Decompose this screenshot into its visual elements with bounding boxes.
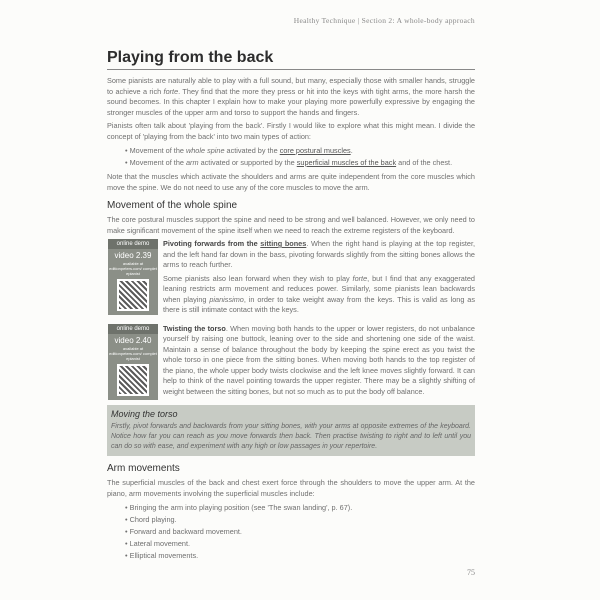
video-number: video 2.39 <box>114 251 152 260</box>
online-demo-box[interactable] <box>108 324 158 400</box>
list-item: • Lateral movement. <box>125 538 475 550</box>
qr-code-icon[interactable] <box>117 279 149 311</box>
page-number: 75 <box>467 568 475 577</box>
list-item: • Chord playing. <box>125 514 475 526</box>
sitting-bones-link[interactable]: sitting bones <box>260 239 307 248</box>
spine-section <box>107 199 475 400</box>
arm-section <box>107 462 475 562</box>
page-title: Playing from the back <box>107 49 274 66</box>
action-list <box>107 145 475 169</box>
arm-movement-list <box>107 502 475 562</box>
video-number: video 2.40 <box>114 335 152 345</box>
availability-text: available at <box>122 345 144 351</box>
pivot-text: Pivoting forwards from the sitting bones. When the right hand is playing at the top register, and the left hand far down in the bass, pivoting forwards slightly from the sitting bones allows the arms to reach further. Some pianists also lean forward when they wish to play forte, but I find that any exaggerated leaning restricts arm movement and reduces power. Similarly, some pianists lean backwards when playing pianissimo, in order to take weight away from the keys. This is valid as long as there is still intimate contact with the keys. <box>163 239 476 314</box>
demo-url[interactable]: editionpeters.com/ completepianist <box>109 350 157 361</box>
intro-paragraph-1: Some pianists are naturally able to play with a full sound, but many, especially those with smaller hands, struggle to achieve a rich forte. They find that the more they press or hit into the keys with tight arms, the more harsh the sound becomes. In this chapter I explain how to make your playing more powerfully expressive by engaging the stronger muscles of the upper arm and torso to support the hands and fingers. <box>107 76 475 117</box>
demo-url[interactable]: editionpeters.com/ completepianist <box>109 266 157 276</box>
section-heading: Movement of the whole spine <box>107 200 238 211</box>
exercise-title: Moving the torso <box>111 409 178 419</box>
twist-row <box>107 324 475 401</box>
list-item: • Movement of the arm activated or supported by the superficial muscles of the back and of the chest. <box>125 157 475 169</box>
superficial-muscles-link[interactable]: superficial muscles of the back <box>296 158 397 167</box>
intro-section <box>107 76 475 193</box>
twist-text: Twisting the torso. When moving both hands to the upper or lower registers, do not unbalance yourself by raising one buttock, leaning over to the side and shortening one side of the waist. Maintain a sense of balance throughout the body by keeping the spine erect as you twist the whole torso in one piece from the sitting bones. When moving both hands to the top register of the piano, the whole upper body twists clockwise and the left knee moves slightly forward. It can help to think of the navel pointing towards the upper register. There may be a slightly shifting of weight between the sitting bones, but not so much as to put the body off balance. <box>163 323 475 396</box>
list-item: • Bringing the arm into playing position (see 'The swan landing', p. 67). <box>125 502 475 514</box>
title-rule <box>107 69 475 70</box>
intro-paragraph-2: Pianists often talk about 'playing from the back'. Firstly I would like to explore what this might mean. I divide the concept of 'playing from the back' into two main types of action: <box>107 121 475 141</box>
intro-paragraph-3: Note that the muscles which activate the shoulders and arms are quite independent from the core muscles which move the spine. We do not need to use any of the core muscles to move the arm. <box>107 172 475 192</box>
list-item: • Elliptical movements. <box>125 550 475 562</box>
exercise-text: Firstly, pivot forwards and backwards from your sitting bones, with your arms at opposite extremes of the keyboard. Notice how far you can reach as you move forwards then back. Then practise twisting to right and to left until you can do so with ease, and experiment with any high or low passages in your repertoire. <box>111 423 471 450</box>
online-demo-label: online demo <box>108 324 158 334</box>
online-demo-label: online demo <box>108 239 158 249</box>
list-item: • Forward and backward movement. <box>125 526 475 538</box>
exercise-box <box>107 405 475 456</box>
running-head: Healthy Technique | Section 2: A whole-body approach <box>293 16 475 25</box>
pivot-row <box>107 239 475 319</box>
availability-text: available at <box>122 261 144 266</box>
qr-code-icon[interactable] <box>117 364 149 396</box>
arm-paragraph: The superficial muscles of the back and chest exert force through the shoulders to move the upper arm. At the piano, arm movements involving the superficial muscles include: <box>107 478 475 498</box>
online-demo-box[interactable] <box>108 239 158 315</box>
core-muscles-link[interactable]: core postural muscles <box>279 146 351 155</box>
spine-paragraph: The core postural muscles support the spine and need to be strong and well balanced. However, we only need to make significant movement of the spine itself when we need to reach the extreme registers of the keyboard. <box>107 215 475 235</box>
list-item: • Movement of the whole spine activated by the core postural muscles. <box>125 145 475 157</box>
text-column <box>107 0 475 590</box>
section-heading: Arm movements <box>107 463 180 474</box>
